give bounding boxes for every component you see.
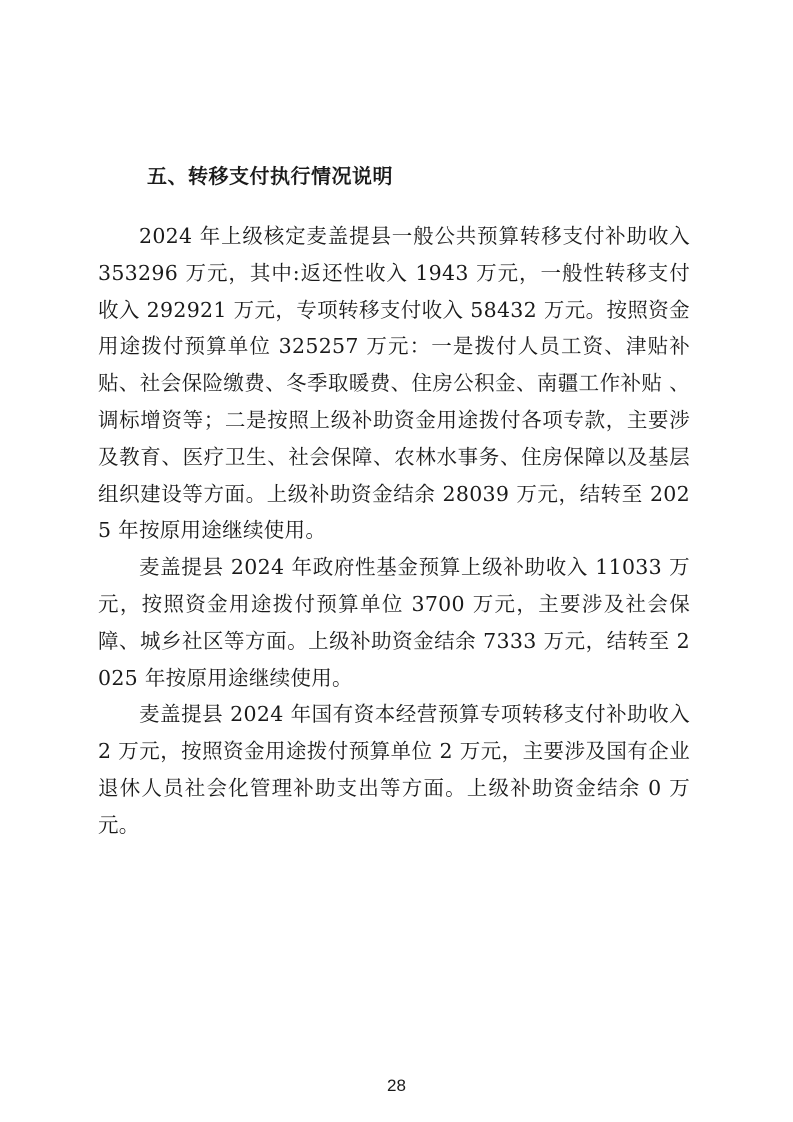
page-number: 28 xyxy=(387,1076,406,1095)
paragraph-general-budget-transfer: 2024 年上级核定麦盖提县一般公共预算转移支付补助收入 353296 万元，其中:返还性收入 1943 万元，一般性转移支付收入 292921 万元，专项转移支付收入 58432 万元。按照资金用途拨付预算单位 325257 万元：一是拨付人员工资、津贴补贴、社会保险缴费、冬季取暖费、住房公积金、南疆工作补贴 、调标增资等；二是按照上级补助资金用途拨付各项专款，主要涉及教育、医疗卫生、社会保障、农林水事务、住房保障以及基层组织建设等方面。上级补助资金结余 28039 万元，结转至 2025 年按原用途继续使用。 xyxy=(98,224,690,543)
paragraph-state-capital-transfer: 麦盖提县 2024 年国有资本经营预算专项转移支付补助收入 2 万元，按照资金用途拨付预算单位 2 万元，主要涉及国有企业退休人员社会化管理补助支出等方面。上级补助资金结余 0 万元。 xyxy=(98,702,690,837)
section-heading: 五、转移支付执行情况说明 xyxy=(147,164,393,188)
body-text xyxy=(98,218,690,844)
paragraph-government-fund-transfer: 麦盖提县 2024 年政府性基金预算上级补助收入 11033 万元，按照资金用途拨付预算单位 3700 万元，主要涉及社会保障、城乡社区等方面。上级补助资金结余 7333 万元，结转至 2025 年按原用途继续使用。 xyxy=(98,555,690,690)
